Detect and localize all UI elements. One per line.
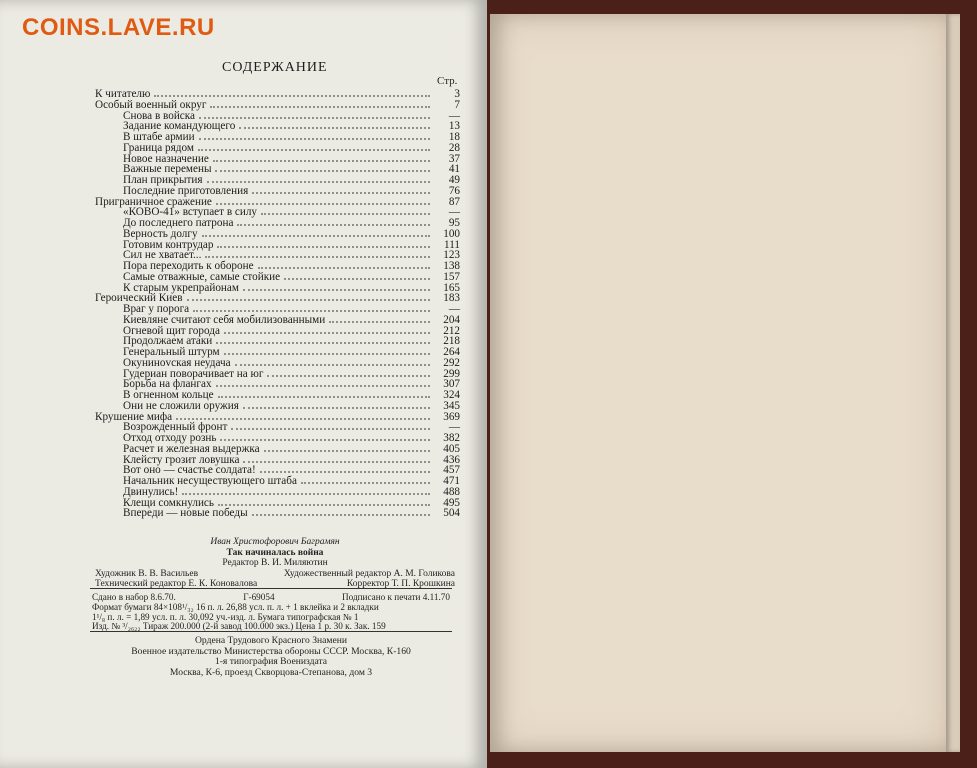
imprint-divider-top: [90, 588, 452, 589]
toc-entry-title: К читателю: [95, 88, 151, 100]
toc-entry-page: —: [448, 206, 460, 219]
toc-leader-dots: [264, 446, 430, 452]
toc-entry-page: 100: [443, 227, 460, 240]
proofreader-credit: Корректор Т. П. Крошкина: [346, 579, 455, 590]
toc-leader-dots: [231, 424, 430, 430]
toc-entry: [95, 487, 460, 498]
toc-entry-title: Впереди — новые победы: [123, 507, 248, 520]
toc-entry: [95, 143, 460, 154]
toc-leader-dots: [202, 231, 430, 237]
toc-entry-title: Огневой щит города: [123, 324, 220, 337]
toc-entry-title: Приграничное сражение: [95, 195, 212, 208]
toc-title: СОДЕРЖАНИЕ: [222, 60, 328, 75]
toc-leader-dots: [258, 263, 430, 269]
toc-entry-page: 95: [448, 217, 460, 229]
toc-leader-dots: [216, 381, 430, 387]
tech-editor-credit: Технический редактор Е. К. Коновалова: [95, 579, 258, 590]
toc-entry-page: 7: [454, 98, 460, 111]
toc-entry-title: Граница рядом: [123, 141, 194, 154]
toc-entry-title: В штабе армии: [123, 131, 195, 143]
toc-leader-dots: [207, 177, 430, 183]
toc-entry-title: Окунинovская неудача: [123, 356, 231, 369]
toc-entry-title: Продолжаем атаки: [123, 335, 213, 348]
site-watermark: COINS.LAVE.RU: [22, 14, 215, 41]
toc-entry-title: Сил не хватает...: [123, 249, 202, 262]
toc-entry: [95, 508, 460, 519]
toc-leader-dots: [218, 500, 430, 506]
toc-leader-dots: [199, 134, 430, 140]
toc-entry-page: 18: [448, 131, 460, 143]
toc-entry-page: 157: [443, 270, 460, 283]
toc-entry-title: Готовим контрудар: [123, 238, 214, 251]
toc-leader-dots: [213, 156, 430, 162]
toc-leader-dots: [216, 338, 430, 344]
toc-entry-title: «КОВО-41» вступает в силу: [123, 206, 258, 219]
toc-leader-dots: [187, 295, 431, 301]
toc-entry-page: 471: [443, 475, 460, 487]
toc-entry-title: Начальник несуществующего штаба: [123, 475, 297, 487]
toc-entry-page: 292: [443, 356, 460, 369]
toc-entry-title: Клещи сомкнулись: [123, 496, 214, 509]
toc-leader-dots: [235, 360, 430, 366]
toc-entry-page: 457: [443, 464, 460, 477]
toc-entry-page: 369: [443, 410, 460, 423]
left-page: [0, 0, 487, 768]
toc-entry-page: 218: [443, 335, 460, 348]
toc-leader-dots: [215, 166, 430, 172]
toc-entry: [95, 186, 460, 197]
toc-entry-page: 324: [443, 389, 460, 401]
book-title: Так начиналась война: [226, 547, 324, 558]
toc-entry-title: Борьба на флангах: [123, 378, 212, 391]
toc-leader-dots: [154, 91, 430, 97]
toc-entry-page: 436: [443, 453, 460, 466]
author-name: Иван Христофорович Баграмян: [210, 537, 340, 547]
toc-entry-page: 299: [443, 367, 460, 380]
table-of-contents: [95, 89, 460, 519]
toc-entry-title: Новое назначение: [123, 152, 209, 165]
imprint-credits: [95, 537, 455, 590]
art-editor-credit: Художественный редактор А. М. Голикова: [283, 568, 455, 579]
imprint-divider-bottom: [90, 631, 452, 632]
toc-entry-title: До последнего патрона: [123, 217, 234, 229]
toc-entry: [95, 401, 460, 412]
toc-entry-page: 165: [443, 281, 460, 294]
toc-entry: [95, 272, 460, 283]
toc-entry-title: К старым укрепрайонам: [123, 281, 239, 294]
print-specs: [92, 593, 450, 632]
format-line: Формат бумаги 84×108¹/₃₂ 16 п. л. 26,88 усл. п. л. + 1 вклейка и 2 вкладки: [92, 601, 379, 612]
toc-entry-page: 382: [443, 432, 460, 444]
toc-leader-dots: [260, 467, 430, 473]
toc-entry-title: Важные перемены: [123, 163, 212, 176]
toc-leader-dots: [237, 220, 430, 226]
right-page-blank: [490, 14, 946, 752]
toc-leader-dots: [329, 317, 430, 323]
toc-entry-title: Расчет и железная выдержка: [123, 442, 260, 455]
toc-entry-page: 111: [444, 238, 460, 251]
toc-entry-title: Снова в войска: [123, 109, 196, 122]
toc-entry-page: —: [448, 421, 460, 434]
toc-entry-title: В огненном кольце: [123, 389, 214, 401]
toc-leader-dots: [182, 489, 430, 495]
toc-entry-page: 49: [448, 174, 460, 186]
toc-entry-page: 183: [443, 292, 460, 305]
press-line: Москва, К-6, проезд Скворцова-Степанова, дом 3: [169, 666, 373, 678]
toc-entry: [95, 229, 460, 240]
toc-entry-title: Двинулись!: [123, 485, 179, 498]
toc-entry: [95, 315, 460, 326]
toc-leader-dots: [216, 199, 430, 205]
toc-entry-page: 3: [454, 88, 460, 100]
toc-leader-dots: [267, 371, 430, 377]
toc-entry-title: Задание командующего: [123, 120, 236, 133]
toc-leader-dots: [176, 414, 430, 420]
toc-entry-title: Героический Киев: [95, 292, 183, 305]
toc-entry-title: Отход отходу рознь: [123, 432, 217, 444]
toc-leader-dots: [199, 113, 430, 119]
press-line: 1-я типография Воениздата: [214, 656, 328, 668]
toc-entry-title: Враг у порога: [123, 303, 190, 315]
artist-credit: Художник В. В. Васильев: [95, 568, 199, 579]
toc-entry-title: Возрожденный фронт: [123, 421, 228, 434]
toc-entry-page: 405: [443, 442, 460, 455]
toc-leader-dots: [239, 123, 430, 129]
toc-leader-dots: [252, 510, 430, 516]
toc-entry: [95, 358, 460, 369]
press-line: Военное издательство Министерства обороны СССР. Москва, К-160: [131, 645, 411, 657]
toc-entry-page: 13: [448, 120, 460, 133]
toc-entry-page: 504: [443, 507, 460, 520]
toc-entry-title: Пора переходить к обороне: [123, 260, 254, 272]
toc-entry-title: План прикрытия: [123, 174, 203, 186]
toc-entry-title: Верность долгу: [123, 227, 198, 240]
toc-leader-dots: [218, 392, 430, 398]
toc-entry: [95, 100, 460, 111]
toc-leader-dots: [243, 457, 430, 463]
toc-entry-page: 138: [443, 260, 460, 272]
toc-leader-dots: [210, 102, 430, 108]
page-stack-edge: [946, 14, 960, 752]
toc-entry-page: 307: [443, 378, 460, 391]
signed-to-print: Подписано к печати 4.11.70: [342, 592, 450, 602]
toc-entry-page: 345: [443, 399, 460, 412]
toc-entry-title: Последние приготовления: [123, 184, 249, 197]
toc-entry: [95, 444, 460, 455]
toc-entry-page: 264: [443, 346, 460, 358]
editor-credit: Редактор В. И. Миляютин: [222, 558, 328, 569]
toc-page-column-header: Стр.: [437, 75, 458, 87]
toc-leader-dots: [217, 242, 430, 248]
toc-entry-page: 28: [448, 141, 460, 154]
toc-leader-dots: [243, 403, 430, 409]
toc-leader-dots: [243, 285, 430, 291]
toc-leader-dots: [198, 145, 430, 151]
toc-leader-dots: [205, 252, 430, 258]
toc-leader-dots: [284, 274, 430, 280]
toc-entry-title: Клейсту грозит ловушка: [123, 453, 240, 466]
toc-entry-page: 37: [448, 152, 460, 165]
toc-entry-title: Они не сложили оружия: [123, 399, 239, 412]
toc-leader-dots: [220, 435, 430, 441]
toc-leader-dots: [301, 478, 430, 484]
toc-entry-page: 488: [443, 485, 460, 498]
toc-entry-page: 87: [448, 195, 460, 208]
toc-entry-page: —: [448, 109, 460, 122]
toc-leader-dots: [224, 328, 430, 334]
toc-entry-title: Самые отважные, самые стойкие: [123, 270, 281, 283]
toc-entry-title: Киевляне считают себя мобилизованными: [123, 313, 326, 326]
toc-leader-dots: [252, 188, 430, 194]
sheets-line: 1¹/₈ п. л. = 1,89 усл. п. л. 30,092 уч.-изд. л. Бумага типографская № 1: [92, 611, 359, 622]
toc-leader-dots: [193, 306, 430, 312]
toc-entry-title: Генеральный штурм: [123, 346, 220, 358]
toc-entry-page: 123: [443, 249, 460, 262]
toc-entry-page: —: [448, 303, 460, 315]
toc-leader-dots: [261, 209, 430, 215]
toc-entry-page: 41: [448, 163, 460, 176]
toc-entry-title: Вот оно — счастье солдата!: [123, 464, 256, 477]
toc-entry-page: 76: [448, 184, 460, 197]
sent-to-set: Сдано в набор 8.6.70.: [92, 592, 176, 602]
toc-entry-title: Крушение мифа: [95, 410, 173, 423]
publisher-info: [92, 636, 450, 678]
order-line: Изд. № ³/₂₆₂₂ Тираж 200.000 (2-й завод 100.000 экз.) Цена 1 р. 30 к. Зак. 159: [92, 621, 386, 632]
toc-entry-page: 495: [443, 496, 460, 509]
toc-entry-title: Особый военный округ: [95, 98, 207, 111]
press-line: Ордена Трудового Красного Знамени: [194, 635, 348, 646]
toc-entry-title: Гудериан поворачивает на юг: [123, 367, 264, 380]
toc-entry-page: 212: [443, 324, 460, 337]
license-code: Г-69054: [243, 592, 275, 602]
toc-entry-page: 204: [443, 313, 460, 326]
toc-leader-dots: [224, 349, 430, 355]
